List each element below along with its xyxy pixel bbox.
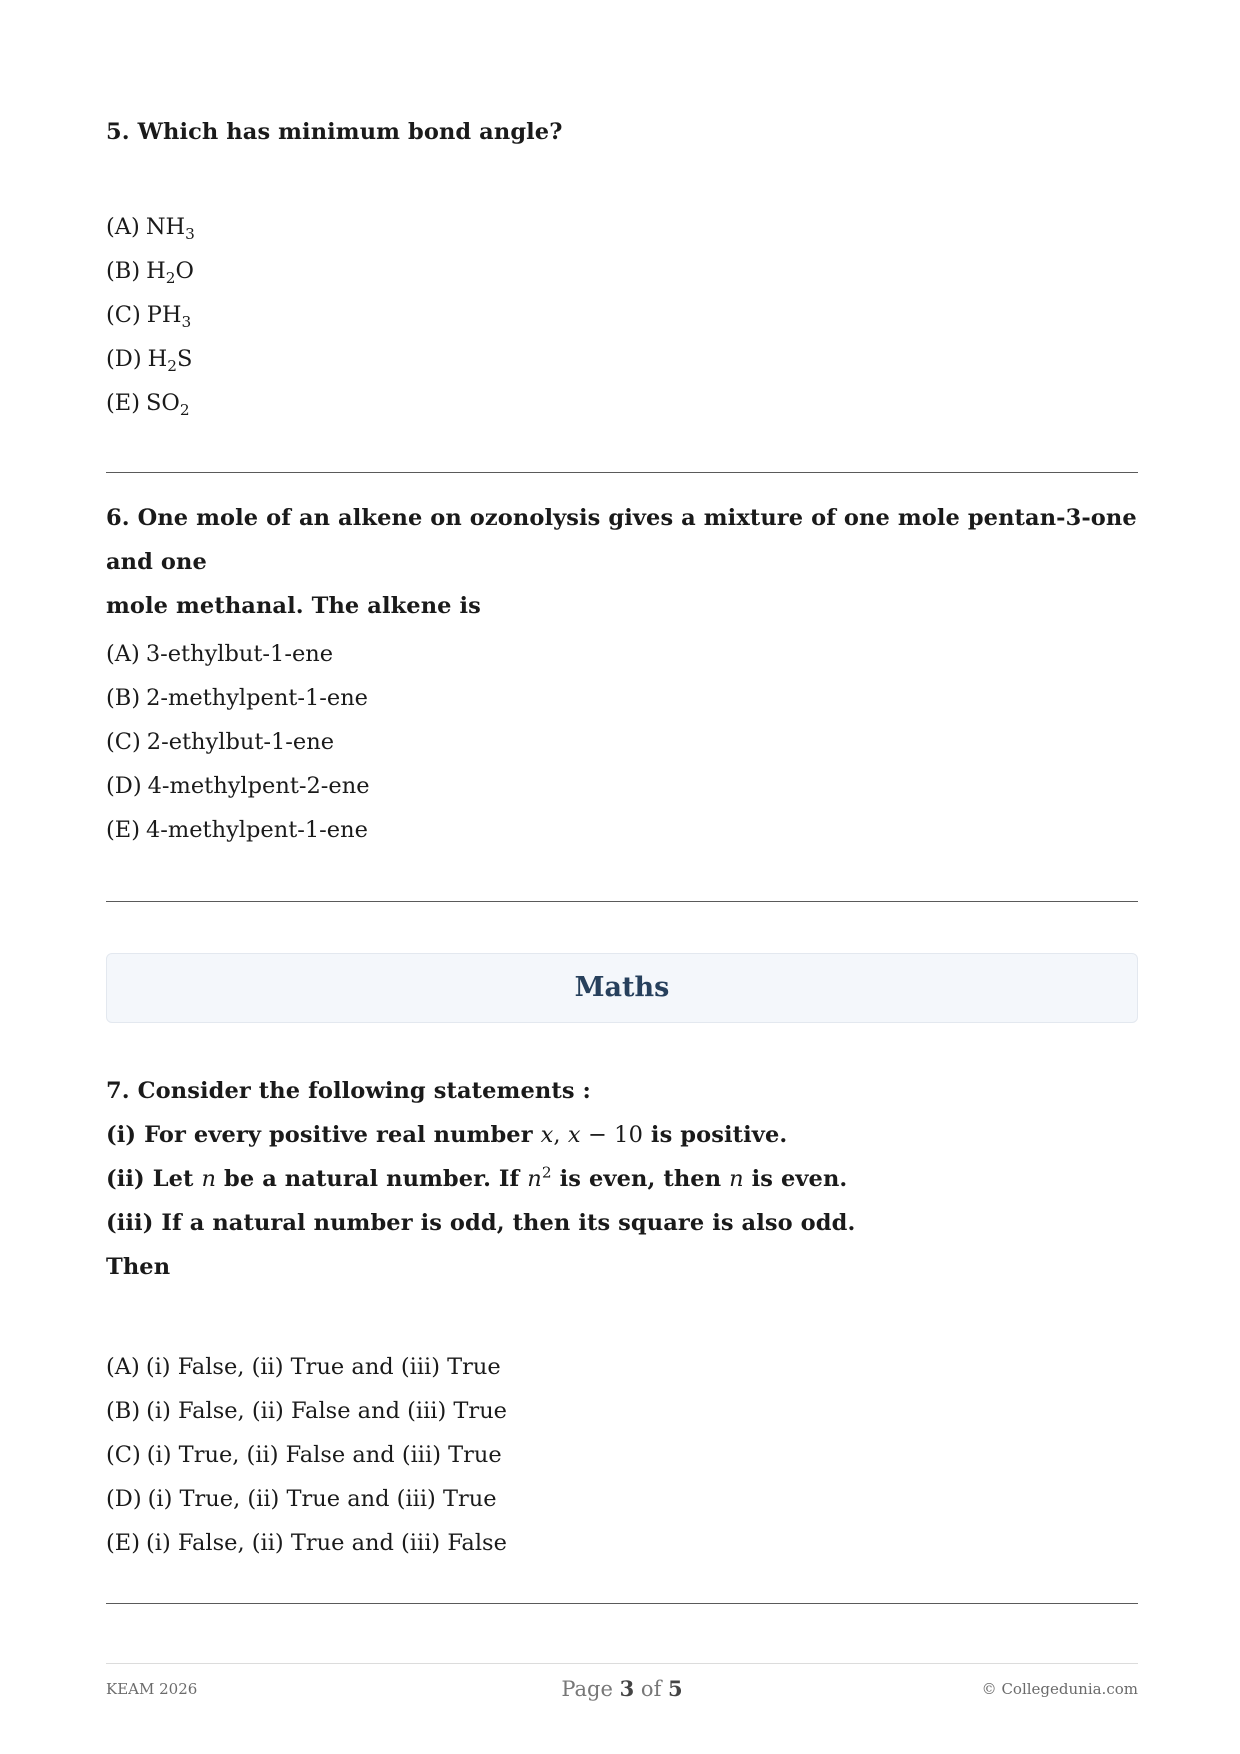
- page-footer: [106, 1672, 1138, 1706]
- chemical-formula: $NH_3$: [145, 214, 195, 243]
- question-6-options: [106, 632, 1138, 852]
- option-a: (A) (i) False, (ii) True and (iii) True: [106, 1354, 501, 1380]
- divider: [106, 901, 1138, 902]
- question-text: 7. Consider the following statements :: [106, 1078, 591, 1104]
- question-number: 7.: [106, 1078, 130, 1104]
- option-c: (C) 2-ethylbut-1-ene: [106, 729, 335, 755]
- question-text-line-2: mole methanal. The alkene is: [106, 593, 481, 619]
- statement-ii: (ii) Let n be a natural number. If $n^2$ is even, then n is even.: [106, 1163, 848, 1192]
- option-d: (D) (i) True, (ii) True and (iii) True: [106, 1486, 497, 1512]
- question-5-options: [106, 205, 1138, 425]
- statement-iii: (iii) If a natural number is odd, then its square is also odd.: [106, 1210, 856, 1236]
- question-number: 6.: [106, 505, 130, 531]
- option-e: (E) 4-methylpent-1-ene: [106, 817, 368, 843]
- option-b: (B) 2-methylpent-1-ene: [106, 685, 368, 711]
- chemical-formula: $H_2S$: [147, 346, 193, 375]
- question-number: 5.: [106, 119, 130, 145]
- option-a: (A) $NH_3$: [106, 214, 195, 243]
- question-7: [106, 1069, 1138, 1289]
- option-a: (A) 3-ethylbut-1-ene: [106, 641, 334, 667]
- question-5: [106, 110, 1138, 154]
- option-c: (C) $PH_3$: [106, 302, 192, 331]
- chemical-formula: $PH_3$: [146, 302, 192, 331]
- copyright: © Collegedunia.com: [981, 1680, 1138, 1698]
- option-e: (E) (i) False, (ii) True and (iii) False: [106, 1530, 507, 1556]
- option-d: (D) $H_2S$: [106, 346, 193, 375]
- option-b: (B) $H_2O$: [106, 258, 194, 287]
- then-label: Then: [106, 1254, 171, 1280]
- option-c: (C) (i) True, (ii) False and (iii) True: [106, 1442, 502, 1468]
- option-d: (D) 4-methylpent-2-ene: [106, 773, 370, 799]
- current-page: 3: [619, 1676, 635, 1701]
- option-e: (E) $SO_2$: [106, 390, 190, 419]
- question-text-line-1: 6. One mole of an alkene on ozonolysis gives a mixture of one mole pentan-3-one and one: [106, 505, 1137, 575]
- page-indicator: Page 3 of 5: [561, 1676, 683, 1701]
- question-6: [106, 496, 1138, 628]
- option-b: (B) (i) False, (ii) False and (iii) True: [106, 1398, 507, 1424]
- chemical-formula: $SO_2$: [145, 390, 190, 419]
- question-7-options: [106, 1345, 1138, 1565]
- section-header: [106, 953, 1138, 1023]
- exam-name: KEAM 2026: [106, 1680, 198, 1698]
- statement-i: (i) For every positive real number x, x − 10 is positive.: [106, 1122, 788, 1148]
- question-text: Which has minimum bond angle?: [137, 119, 563, 145]
- divider: [106, 1603, 1138, 1604]
- section-title: Maths: [574, 972, 670, 1003]
- total-pages: 5: [668, 1676, 683, 1701]
- chemical-formula: $H_2O$: [146, 258, 194, 287]
- divider: [106, 472, 1138, 473]
- footer-divider: [106, 1663, 1138, 1664]
